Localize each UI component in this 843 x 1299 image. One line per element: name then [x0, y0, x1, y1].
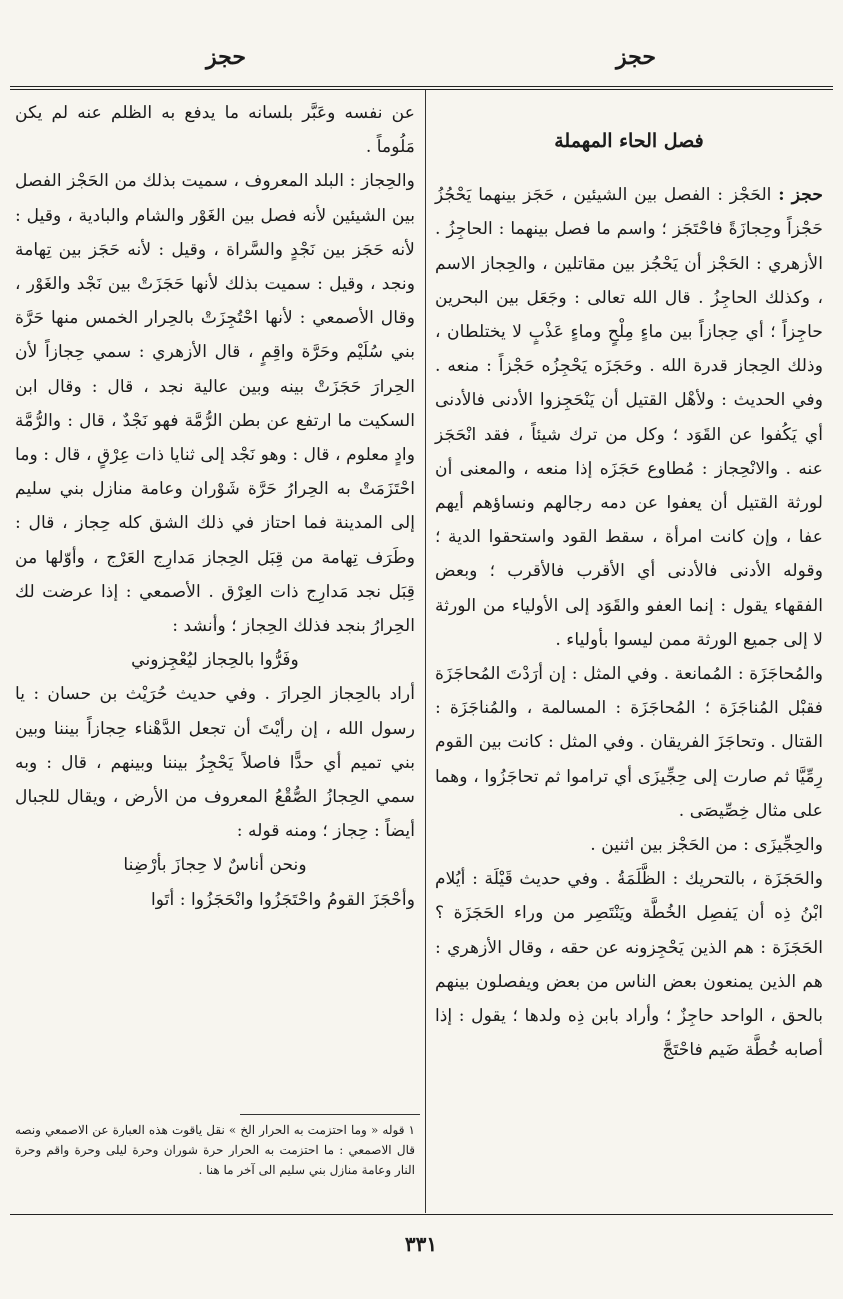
entry-paragraph: [435, 178, 823, 657]
footnote-rule: [240, 1114, 420, 1115]
verse-line: ونحن أناسٌ لا حِجازَ بأرْضِنا: [123, 855, 307, 876]
verse-line: وفَرُّوا بالحِجاز ليُعْجِزوني: [131, 650, 299, 671]
footnote: ١ قوله « وما احتزمت به الحرار الخ » نقل ياقوت هذه العبارة عن الاصمعي ونصه قال الاصمعي : ما احتزمت به الحرار حرة شوران وحرة ليلى وحرة واقم وحرة النار وعامة منازل بني سليم الى آخر ما هنا .: [15, 1123, 415, 1177]
section-title: فصل الحاء المهملة: [554, 130, 704, 152]
running-head-right: حجز: [616, 44, 656, 70]
footer-rule: [10, 1214, 833, 1215]
header-rule-double: [10, 89, 833, 90]
entry-paragraph: وأحْجَزَ القومُ واحْتَجَزُوا وانْحَجَزُوا : أتَوا: [151, 889, 415, 910]
entry-paragraph: والمُحاجَزَة : المُمانعة . وفي المثل : إن أرَدْتَ المُحاجَزَة فقبْل المُناجَزَة ؛ المُحاجَزَة : المسالمة ، والمُناجَزَة : القتال . وتحاجَزَ الفريقان . وفي المثل : كانت بين القوم رِمِّيَّا ثم صارت إلى حِجِّيزَى أي تراموا ثم تحاجَزُوا ، وهما على مثال خِصِّيصَى .: [435, 664, 823, 821]
entry-text: الحَجْز : الفصل بين الشيئين ، حَجَز بينهما يَحْجُزُ حَجْزاً وحِجازَةً فاحْتَجَز ؛ واسم ما فصل بينهما : الحاجِزُ . الأزهري : الحَجْز أن يَحْجُز بين مقاتلين ، والحِجاز الاسم ، وكذلك الحاجِزُ . قال الله تعالى : وجَعَل بين البحرين حاجِزاً ؛ أي حِجازاً بين ماءٍ مِلْحٍ وماءٍ عَذْبٍ لا يختلطان ، وذلك الحِجاز قدرة الله . وحَجَزَه يَحْجِزُه حَجْزاً : منعه . وفي الحديث : ولأهْل القتيل أن يَنْحَجِزوا الأدنى فالأدنى أي يَكُفوا عن القَوَد ؛ وكل من ترك شيئاً ، فقد انْحَجَز عنه . والانْحِجاز : مُطاوع حَجَزَه إذا منعه ، والمعنى أن لورثة القتيل أن يعفوا عن دمه رجالهم ونساؤهم أيهم عفا ، وإن كانت امرأة ، سقط القود واستحقوا الدية ؛ وقوله الأدنى فالأدنى أي الأقرب فالأقرب ؛ وبعض الفقهاء يقول : إنما العفو والقَوَد إلى الأولياء من الورثة لا إلى جميع الورثة ممن ليسوا بأولياء .: [435, 185, 823, 650]
entry-paragraph: والحَجَزَة ، بالتحريك : الظَّلَمَةُ . وفي حديث قَيْلَة : أيُلام ابْنُ ذِه أن يَفصِل الخُطَّة ويَنْتَصِر من وراء الحَجَزَة ؟ الحَجَزَة : هم الذين يَحْجِزونه عن حقه ، وقال الأزهري : هم الذين يمنعون بعض الناس من بعض ويفصلون بينهم بالحق ، الواحد حاجِزٌ ؛ وأراد بابن ذِه ولدها ؛ يقول : إذا أصابه خُطَّة ضَيم فاحْتَجَّ: [435, 869, 823, 1061]
entry-paragraph: والحِجاز : البلد المعروف ، سميت بذلك من الحَجْز الفصل بين الشيئين لأنه فصل بين الغَوْر والشام والبادية ، وقيل : لأنه حَجَز بين نَجْدٍ والسَّراة ، وقيل : لأنه حَجَز بين تِهامة ونجد ، وقيل : سميت بذلك لأنها حَجَزَتْ بين نَجْد والغَوْر ، وقال الأصمعي : لأنها احْتُجِزَتْ بالحِرار الخمس منها حَرَّة بني سُلَيْم وحَرَّة واقِمٍ ، قال الأزهري : سمي حِجازاً لأن الحِرارَ حَجَزَتْ بينه وبين عالية نجد ، قال : وقال ابن السكيت ما ارتفع عن بطن الرُّمَّة فهو نَجْدٌ ، قال : والرُّمَّة وادٍ معلوم ، قال : وهو نَجْد إلى ثنايا ذات عِرْقٍ ، قال : وما احْتَزَمَتْ به الحِرارُ حَرَّة شَوْران وعامة منازل بني سليم إلى المدينة فما احتاز في ذلك الشق كله حِجاز ، قال : وطَرَف تِهامة من قِبَل الحِجاز مَدارِج العَرْج ، وأوّلها من قِبَل نجد مَدارِج ذات العِرْق . الأصمعي : إذا عرضت لك الحِرارُ بنجد فذلك الحِجاز ؛ وأنشد :: [15, 171, 415, 637]
column-divider: [425, 90, 426, 1213]
page-number: ٣٣١: [404, 1232, 438, 1256]
right-column: [435, 96, 823, 1067]
running-head-left: حجز: [206, 44, 246, 70]
entry-lemma: حجز :: [778, 185, 824, 206]
header-rule: [10, 86, 833, 87]
left-column: [15, 96, 415, 917]
entry-paragraph: والحِجِّيزَى : من الحَجْز بين اثنين .: [590, 835, 823, 856]
entry-paragraph: أراد بالحِجاز الحِرارَ . وفي حديث حُرَيْث بن حسان : يا رسول الله ، إن رأيْتَ أن تجعل الدَّهْناء حِجازاً بيننا وبين بني تميم أي حدًّا فاصلاً يَحْجِزُ بيننا وبينهم ، قال : وبه سمي الحِجازُ الصُّقْعُ المعروف من الأرض ، ويقال للجبال أيضاً : حِجاز ؛ ومنه قوله :: [15, 684, 415, 842]
entry-paragraph: عن نفسه وعَبَّر بلسانه ما يدفع به الظلم عنه لم يكن مَلُوماً .: [15, 103, 415, 158]
